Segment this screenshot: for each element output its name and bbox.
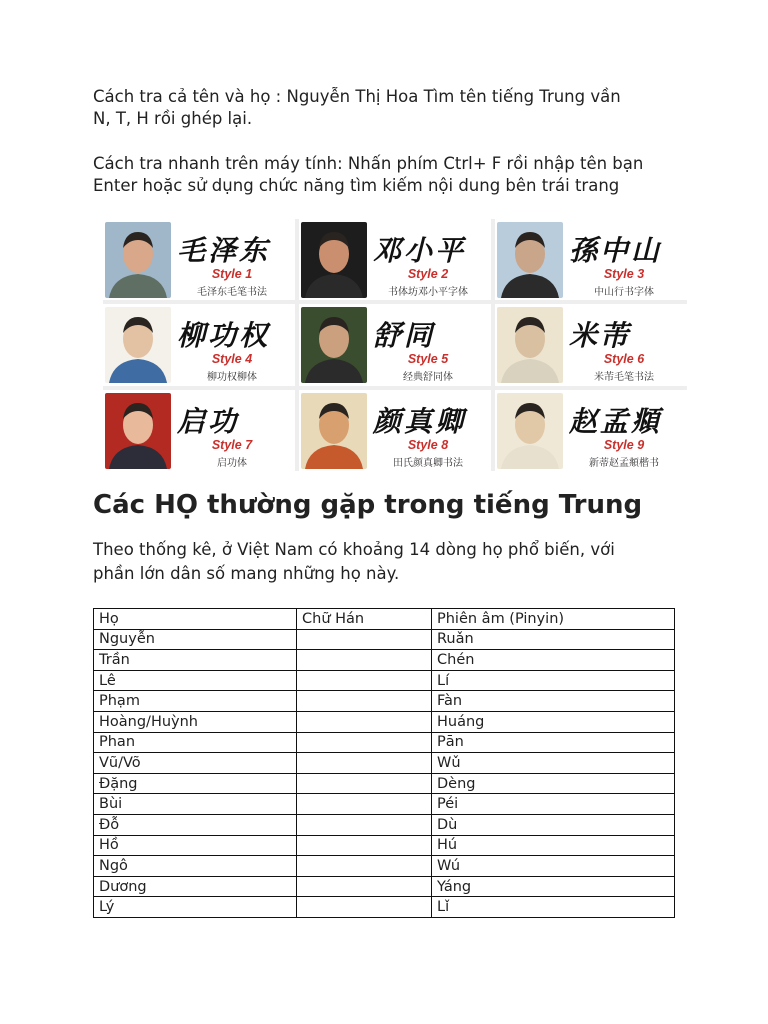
- table-row: [94, 670, 675, 691]
- table-header-row: [94, 609, 675, 630]
- style-caption: 书体坊邓小平字体: [388, 287, 468, 298]
- style-caption: 中山行书字体: [594, 287, 654, 298]
- style-label: Style 7: [211, 437, 253, 452]
- pinyin-cell: Hú: [432, 835, 675, 856]
- table-row: [94, 835, 675, 856]
- surname-cell: Ngô: [94, 856, 297, 877]
- portrait-image: [301, 307, 367, 383]
- pinyin-cell: Péi: [432, 794, 675, 815]
- pinyin-cell: Wǔ: [432, 753, 675, 774]
- column-header: Chữ Hán: [297, 609, 432, 630]
- calligraphy-sample: 启功: [177, 404, 240, 438]
- surname-cell: Lý: [94, 897, 297, 918]
- style-caption: 柳功权柳体: [207, 372, 257, 384]
- style-caption: 田氏颜真卿书法: [393, 457, 463, 469]
- intro-paragraph-2: Cách tra nhanh trên máy tính: Nhấn phím Ctrl+ F rồi nhập tên bạn Enter hoặc sử dụng chức năng tìm kiếm nội dung bên trái trang: [93, 154, 644, 195]
- style-caption: 米芾毛笔书法: [594, 372, 654, 384]
- han-character-cell: [297, 629, 432, 650]
- pinyin-cell: Huáng: [432, 711, 675, 732]
- portrait-image: [105, 393, 171, 469]
- pinyin-cell: Pān: [432, 732, 675, 753]
- portrait-image: [105, 307, 171, 383]
- column-header: Phiên âm (Pinyin): [432, 609, 675, 630]
- surname-cell: Trần: [94, 650, 297, 671]
- style-card: [495, 304, 687, 385]
- pinyin-cell: Lǐ: [432, 897, 675, 918]
- portrait-image: [301, 393, 367, 469]
- surname-table: [93, 608, 675, 918]
- surname-cell: Đặng: [94, 773, 297, 794]
- calligraphy-sample: 赵孟頫: [569, 404, 663, 438]
- table-row: [94, 897, 675, 918]
- han-character-cell: [297, 897, 432, 918]
- section-heading: Các HỌ thường gặp trong tiếng Trung: [93, 490, 643, 520]
- han-character-cell: [297, 794, 432, 815]
- style-caption: 启功体: [217, 457, 247, 469]
- style-caption: 毛泽东毛笔书法: [197, 287, 267, 298]
- style-label: Style 3: [603, 267, 645, 281]
- style-card: [299, 390, 491, 471]
- style-label: Style 5: [407, 352, 449, 367]
- han-character-cell: [297, 670, 432, 691]
- pinyin-cell: Lí: [432, 670, 675, 691]
- surname-cell: Dương: [94, 876, 297, 897]
- table-row: [94, 650, 675, 671]
- style-card: [103, 304, 295, 385]
- pinyin-cell: Wú: [432, 856, 675, 877]
- han-character-cell: [297, 835, 432, 856]
- style-label: Style 4: [211, 352, 253, 367]
- table-row: [94, 856, 675, 877]
- style-card: [103, 219, 295, 300]
- han-character-cell: [297, 814, 432, 835]
- style-label: Style 8: [407, 437, 449, 452]
- calligraphy-sample: 颜真卿: [373, 404, 467, 438]
- han-character-cell: [297, 691, 432, 712]
- pinyin-cell: Yáng: [432, 876, 675, 897]
- style-card: [495, 219, 687, 300]
- style-label: Style 6: [603, 352, 645, 367]
- table-row: [94, 629, 675, 650]
- style-card: [299, 304, 491, 385]
- table-row: [94, 773, 675, 794]
- surname-cell: Hoàng/Huỳnh: [94, 711, 297, 732]
- han-character-cell: [297, 650, 432, 671]
- table-row: [94, 691, 675, 712]
- table-row: [94, 814, 675, 835]
- portrait-image: [497, 307, 563, 383]
- surname-cell: Vũ/Võ: [94, 753, 297, 774]
- column-header: Họ: [94, 609, 297, 630]
- han-character-cell: [297, 856, 432, 877]
- calligraphy-sample: 米芾: [569, 319, 632, 353]
- pinyin-cell: Dèng: [432, 773, 675, 794]
- style-caption: 经典舒同体: [403, 372, 453, 384]
- calligraphy-style-gallery: [103, 219, 687, 471]
- han-character-cell: [297, 876, 432, 897]
- calligraphy-sample: 邓小平: [373, 234, 467, 267]
- table-row: [94, 753, 675, 774]
- style-card: [299, 219, 491, 300]
- portrait-image: [105, 222, 171, 298]
- surname-cell: Hồ: [94, 835, 297, 856]
- surname-cell: Lê: [94, 670, 297, 691]
- calligraphy-sample: 舒同: [373, 319, 436, 353]
- intro-paragraph-1: Cách tra cả tên và họ : Nguyễn Thị Hoa Tìm tên tiếng Trung vần N, T, H rồi ghép lại.: [93, 87, 621, 128]
- style-card: [103, 390, 295, 471]
- section-paragraph: Theo thống kê, ở Việt Nam có khoảng 14 dòng họ phổ biến, với phần lớn dân số mang những họ này.: [93, 540, 615, 583]
- portrait-image: [301, 222, 367, 298]
- table-row: [94, 732, 675, 753]
- style-label: Style 9: [603, 437, 645, 452]
- han-character-cell: [297, 753, 432, 774]
- pinyin-cell: Chén: [432, 650, 675, 671]
- calligraphy-sample: 孫中山: [569, 234, 663, 267]
- style-caption: 新蒂赵孟頫楷书: [589, 457, 659, 469]
- table-body: [94, 629, 675, 917]
- style-card: [495, 390, 687, 471]
- surname-cell: Phạm: [94, 691, 297, 712]
- surname-cell: Đỗ: [94, 814, 297, 835]
- surname-cell: Bùi: [94, 794, 297, 815]
- surname-cell: Nguyễn: [94, 629, 297, 650]
- portrait-image: [497, 222, 563, 298]
- surname-cell: Phan: [94, 732, 297, 753]
- style-label: Style 1: [211, 267, 253, 281]
- table-row: [94, 711, 675, 732]
- pinyin-cell: Dù: [432, 814, 675, 835]
- han-character-cell: [297, 732, 432, 753]
- calligraphy-sample: 毛泽东: [177, 234, 271, 267]
- pinyin-cell: Fàn: [432, 691, 675, 712]
- table-row: [94, 794, 675, 815]
- han-character-cell: [297, 711, 432, 732]
- style-label: Style 2: [407, 267, 449, 281]
- portrait-image: [497, 393, 563, 469]
- han-character-cell: [297, 773, 432, 794]
- pinyin-cell: Ruǎn: [432, 629, 675, 650]
- table-row: [94, 876, 675, 897]
- calligraphy-sample: 柳功权: [177, 319, 271, 353]
